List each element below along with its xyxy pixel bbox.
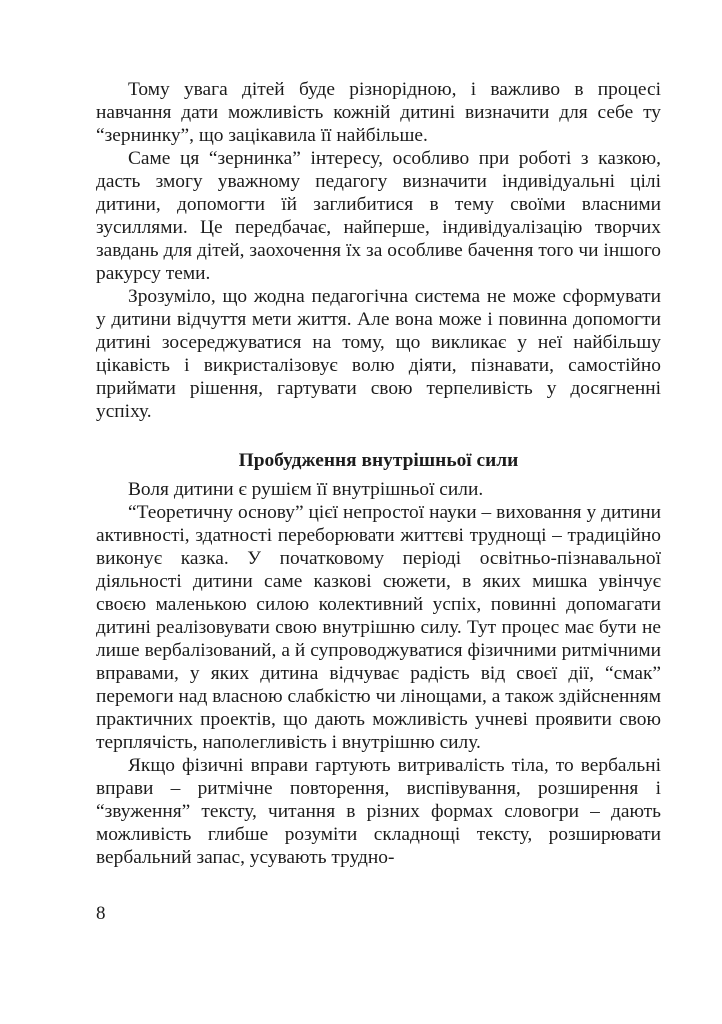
paragraph: Саме ця “зернинка” інтересу, особливо при роботі з казкою, дасть змогу уважному педагогу визначити індивідуальні цілі дитини, допомогти їй заглибитися в тему своїми власними зусиллями. Це передбачає, найперше, індивідуалізацію творчих завдань для дітей, заохочення їх за особливе бачення того чи іншого ракурсу теми.	[96, 148, 661, 284]
page-number: 8	[96, 903, 106, 924]
paragraph: Якщо фізичні вправи гартують витривалість тіла, то вербальні вправи – ритмічне повторення, виспівування, розширення і “звуження” тексту, читання в різних формах словогри – дають можливість глибше розуміти складнощі тексту, розширювати вербальний запас, усувають трудно-	[96, 755, 661, 868]
paragraph: Зрозуміло, що жодна педагогічна система не може сформувати у дитини відчуття мети життя. Але вона може і повинна допомогти дитині зосереджуватися на тому, що викликає у неї найбільшу цікавість і викристалізовує волю діяти, пізнавати, самостійно приймати рішення, гартувати свою терпеливість у досягненні успіху.	[96, 286, 661, 422]
section-heading: Пробудження внутрішньої сили	[238, 450, 519, 471]
paragraph: Тому увага дітей буде різнорідною, і важливо в процесі навчання дати можливість кожній дитині визначити для себе ту “зернинку”, що зацікавила її найбільше.	[96, 79, 661, 146]
paragraph: Воля дитини є рушієм її внутрішньої сили.	[128, 479, 484, 500]
paragraph: “Теоретичну основу” цієї непростої науки – виховання у дитини активності, здатності переборювати життєві труднощі – традиційно виконує казка. У початковому періоді освітньо-пізнавальної діяльності дитини саме казкові сюжети, в яких мишка увінчує своєю маленькою силою колективний успіх, повинні допомагати дитині реалізовувати свою внутрішню силу. Тут процес має бути не лише вербалізований, а й супроводжуватися фізичними ритмічними вправами, у яких дитина відчуває радість від своєї дії, “смак” перемоги над власною слабкістю чи лінощами, а також здійсненням практичних проектів, що дають можливість учневі проявити свою терплячість, наполегливість і внутрішню силу.	[96, 502, 661, 753]
page-content	[96, 78, 661, 869]
